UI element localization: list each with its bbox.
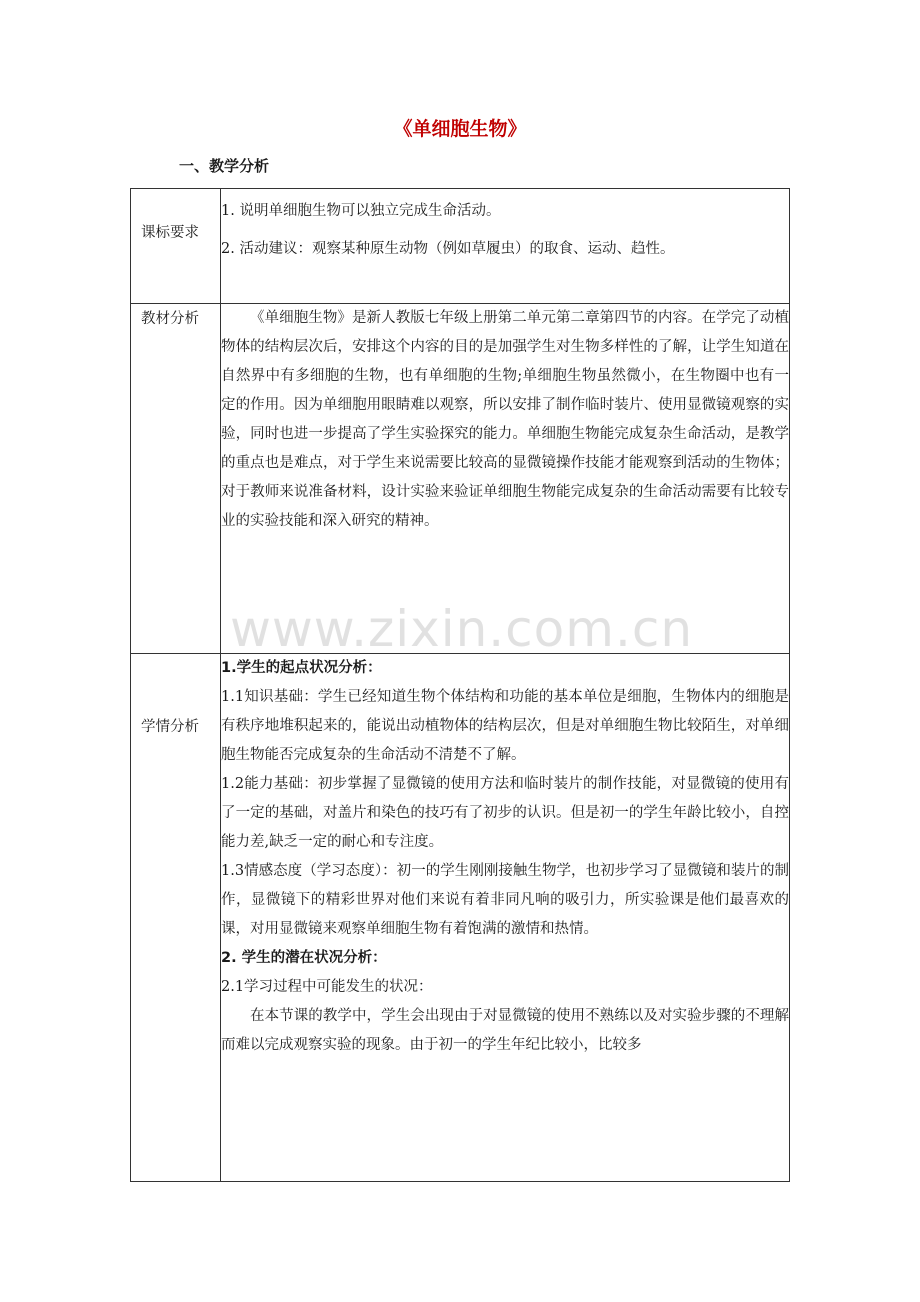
row-label-students: 学情分析: [141, 719, 199, 735]
row-content-cell: [221, 654, 790, 1182]
row-content-cell: [221, 189, 790, 304]
students-ability-basis: 1.2能力基础：初步掌握了显微镜的使用方法和临时装片的制作技能，对显微镜的使用有了一定的基础，对盖片和染色的技巧有了初步的认识。但是初一的学生年龄比较小，自控能力差,缺乏一定的耐心和专注度。: [221, 776, 789, 850]
students-heading-1: 1.学生的起点状况分析：: [221, 660, 382, 676]
section-heading: 一、教学分析: [179, 157, 270, 175]
row-label-cell: [131, 304, 221, 654]
row-label-cell: [131, 189, 221, 304]
textbook-paragraph: 《单细胞生物》是新人教版七年级上册第二单元第二章第四节的内容。在学完了动植物体的结构层次后，安排这个内容的目的是加强学生对生物多样性的了解，让学生知道在自然界中有多细胞的生物，也有单细胞的生物;单细胞生物虽然微小，在生物圈中也有一定的作用。因为单细胞用眼睛难以观察，所以安排了制作临时装片、使用显微镜观察的实验，同时也进一步提高了学生实验探究的能力。单细胞生物能完成复杂生命活动，是教学的重点也是难点，对于学生来说需要比较高的显微镜操作技能才能观察到活动的生物体；对于教师来说准备材料，设计实验来验证单细胞生物能完成复杂的生命活动需要有比较专业的实验技能和深入研究的精神。: [221, 310, 789, 529]
students-attitude: 1.3情感态度（学习态度）：初一的学生刚刚接触生物学，也初步学习了显微镜和装片的制作，显微镜下的精彩世界对他们来说有着非同凡响的吸引力，所实验课是他们最喜欢的课，对用显微镜来观察单细胞生物有着饱满的激情和热情。: [221, 863, 789, 937]
row-label-curriculum: 课标要求: [141, 225, 199, 241]
analysis-table: [130, 188, 790, 1182]
students-potential-heading: 2.1学习过程中可能发生的状况：: [221, 979, 433, 995]
document-title: 《单细胞生物》: [393, 118, 527, 140]
watermark: www.zixin.com.cn: [230, 600, 694, 658]
students-heading-2: 2. 学生的潜在状况分析：: [221, 950, 387, 966]
row-content-cell: [221, 304, 790, 654]
curriculum-item-1: 1. 说明单细胞生物可以独立完成生命活动。: [221, 203, 501, 219]
students-knowledge-basis: 1.1知识基础：学生已经知道生物个体结构和功能的基本单位是细胞，生物体内的细胞是有秩序地堆积起来的，能说出动植物体的结构层次，但是对单细胞生物比较陌生，对单细胞生物能否完成复杂的生命活动不清楚不了解。: [221, 689, 789, 763]
students-potential-paragraph: 在本节课的教学中，学生会出现由于对显微镜的使用不熟练以及对实验步骤的不理解而难以完成观察实验的现象。由于初一的学生年纪比较小，比较多: [221, 1008, 789, 1053]
row-label-cell: [131, 654, 221, 1182]
table-row: [131, 189, 790, 304]
row-label-textbook: 教材分析: [141, 311, 199, 327]
table-row: [131, 304, 790, 654]
table-row: [131, 654, 790, 1182]
curriculum-item-2: 2. 活动建议：观察某种原生动物（例如草履虫）的取食、运动、趋性。: [221, 241, 675, 257]
